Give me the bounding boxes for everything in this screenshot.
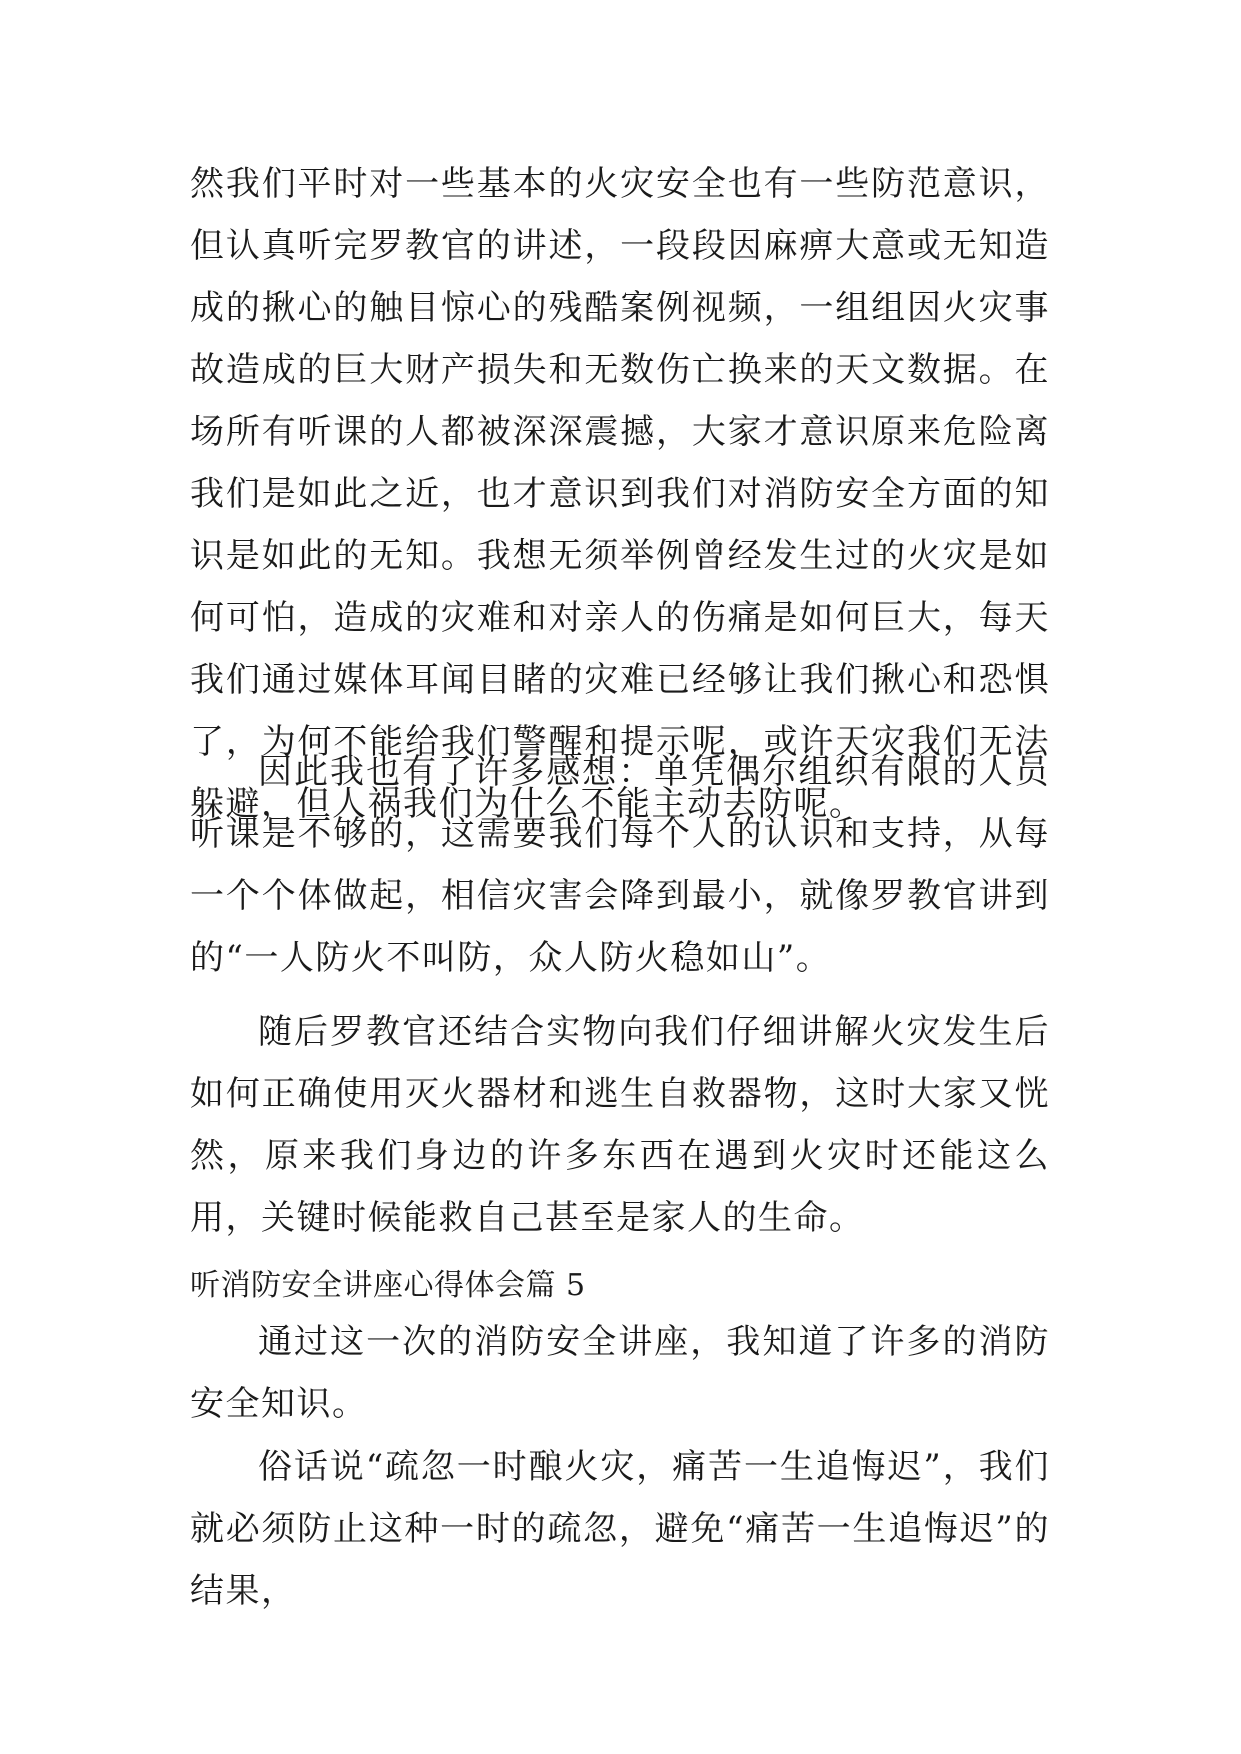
body-paragraph: 然我们平时对一些基本的火灾安全也有一些防范意识，但认真听完罗教官的讲述，一段段因麻痹大意或无知造成的揪心的触目惊心的残酷案例视频，一组组因火灾事故造成的巨大财产损失和无数伤亡换来的天文数据。在场所有听课的人都被深深震撼，大家才意识原来危险离我们是如此之近，也才意识到我们对消防安全方面的知识是如此的无知。我想无须举例曾经发生过的火灾是如何可怕，造成的灾难和对亲人的伤痛是如何巨大，每天我们通过媒体耳闻目睹的灾难已经够让我们揪心和恐惧了，为何不能给我们警醒和提示呢，或许天灾我们无法躲避，但人祸我们为什么不能主动去防呢。 — [190, 164, 1050, 824]
body-paragraph: 通过这一次的消防安全讲座，我知道了许多的消防安全知识。 — [190, 1322, 1050, 1424]
body-paragraph: 随后罗教官还结合实物向我们仔细讲解火灾发生后如何正确使用灭火器材和逃生自救器物，这时大家又恍然，原来我们身边的许多东西在遇到火灾时还能这么用，关键时候能救自己甚至是家人的生命。 — [190, 1012, 1050, 1238]
section-heading: 听消防安全讲座心得体会篇 5 — [190, 1268, 586, 1303]
body-paragraph: 俗话说“疏忽一时酿火灾，痛苦一生追悔迟”，我们就必须防止这种一时的疏忽，避免“痛苦一生追悔迟”的结果， — [190, 1447, 1050, 1611]
body-paragraph: 因此我也有了许多感想：单凭偶尔组织有限的人员听课是不够的，这需要我们每个人的认识和支持，从每一个个体做起，相信灾害会降到最小，就像罗教官讲到的“一人防火不叫防，众人防火稳如山”。 — [190, 752, 1050, 978]
